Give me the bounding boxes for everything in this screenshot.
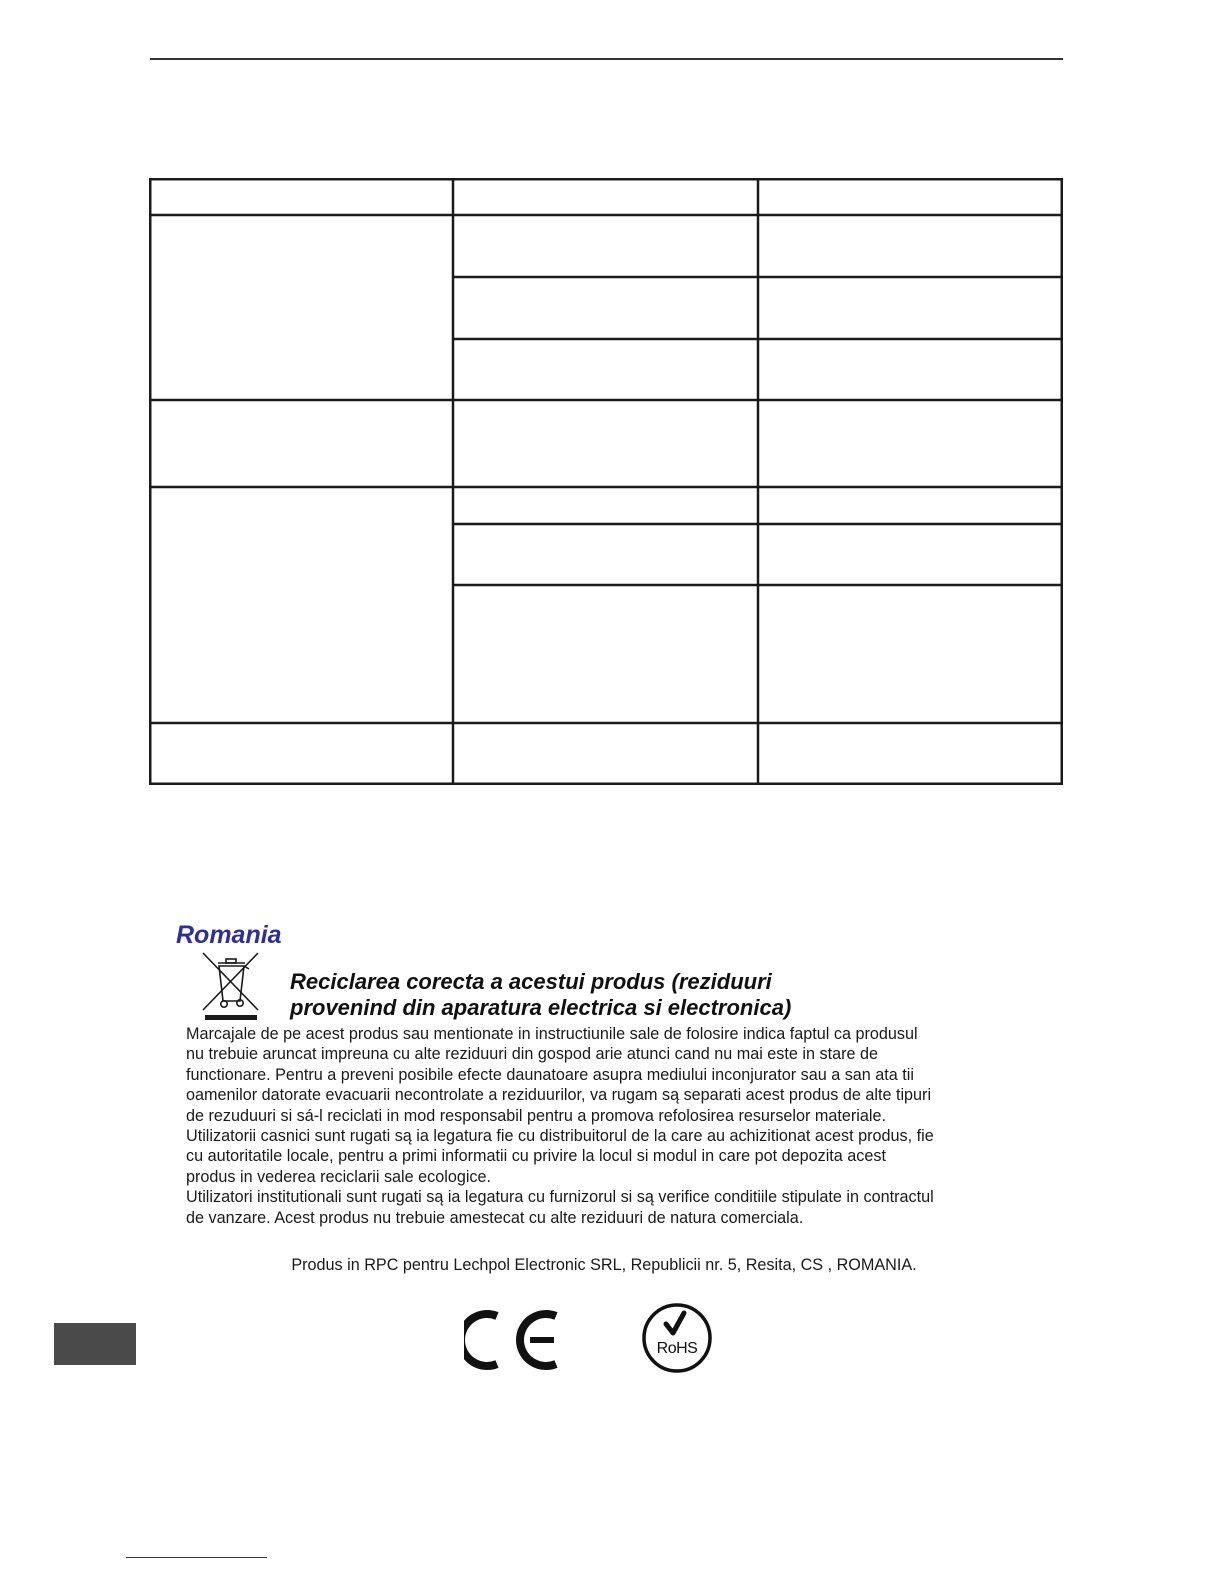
- body-line: cu autoritatile locale, pentru a primi informatii cu privire la locul si modul in care pot depozita acest: [186, 1147, 886, 1166]
- bottom-rule: [126, 1557, 267, 1558]
- ce-mark-icon: [464, 1308, 560, 1372]
- body-line: de rezuduuri si sá-l reciclati in mod responsabil pentru a promova refolosirea resurselor materiale.: [186, 1106, 886, 1125]
- table-grid: [149, 178, 1063, 785]
- body-line: oamenilor datorate evacuarii necontrolate a reziduurilor, va rugam są separati acest produs de alte tipuri: [186, 1086, 932, 1105]
- body-line: produs in vederea reciclarii sale ecologice.: [186, 1167, 492, 1186]
- producer-info: Produs in RPC pentru Lechpol Electronic SRL, Republicii nr. 5, Resita, CS , ROMANIA.: [291, 1256, 917, 1274]
- crossed-out-wheelie-bin-icon: [200, 951, 262, 1021]
- section-title: Romania: [176, 921, 282, 949]
- recycling-heading: [290, 969, 791, 1021]
- top-rule: [150, 58, 1063, 60]
- recycling-heading-line: Reciclarea corecta a acestui produs (reziduuri: [290, 969, 772, 994]
- specification-table: [149, 178, 1063, 785]
- body-line: functionare. Pentru a preveni posibile efecte daunatoare asupra mediului inconjurator sau a san ata tii: [186, 1065, 914, 1084]
- rohs-check-icon: [641, 1302, 713, 1374]
- recycling-body: [186, 1024, 1066, 1228]
- body-line: Marcajale de pe acest produs sau mentionate in instructiunile sale de folosire indica faptul ca produsul: [186, 1025, 918, 1043]
- body-line: Utilizatori institutionali sunt rugati są ia legatura cu furnizorul si są verifice conditiile stipulate in contractul: [186, 1188, 934, 1207]
- body-line: de vanzare. Acest produs nu trebuie amestecat cu alte reziduuri de natura comerciala.: [186, 1208, 804, 1227]
- body-line: Utilizatorii casnici sunt rugati są ia legatura fie cu distribuitorul de la care au achizitionat acest produs, fie: [186, 1127, 934, 1146]
- rohs-label: RoHS: [656, 1340, 698, 1357]
- body-line: nu trebuie aruncat impreuna cu alte reziduuri din gospod arie atunci cand nu mai este in stare de: [186, 1045, 878, 1064]
- recycling-heading-line: provenind din aparatura electrica si electronica): [290, 995, 792, 1020]
- page-tab-marker: [54, 1323, 136, 1365]
